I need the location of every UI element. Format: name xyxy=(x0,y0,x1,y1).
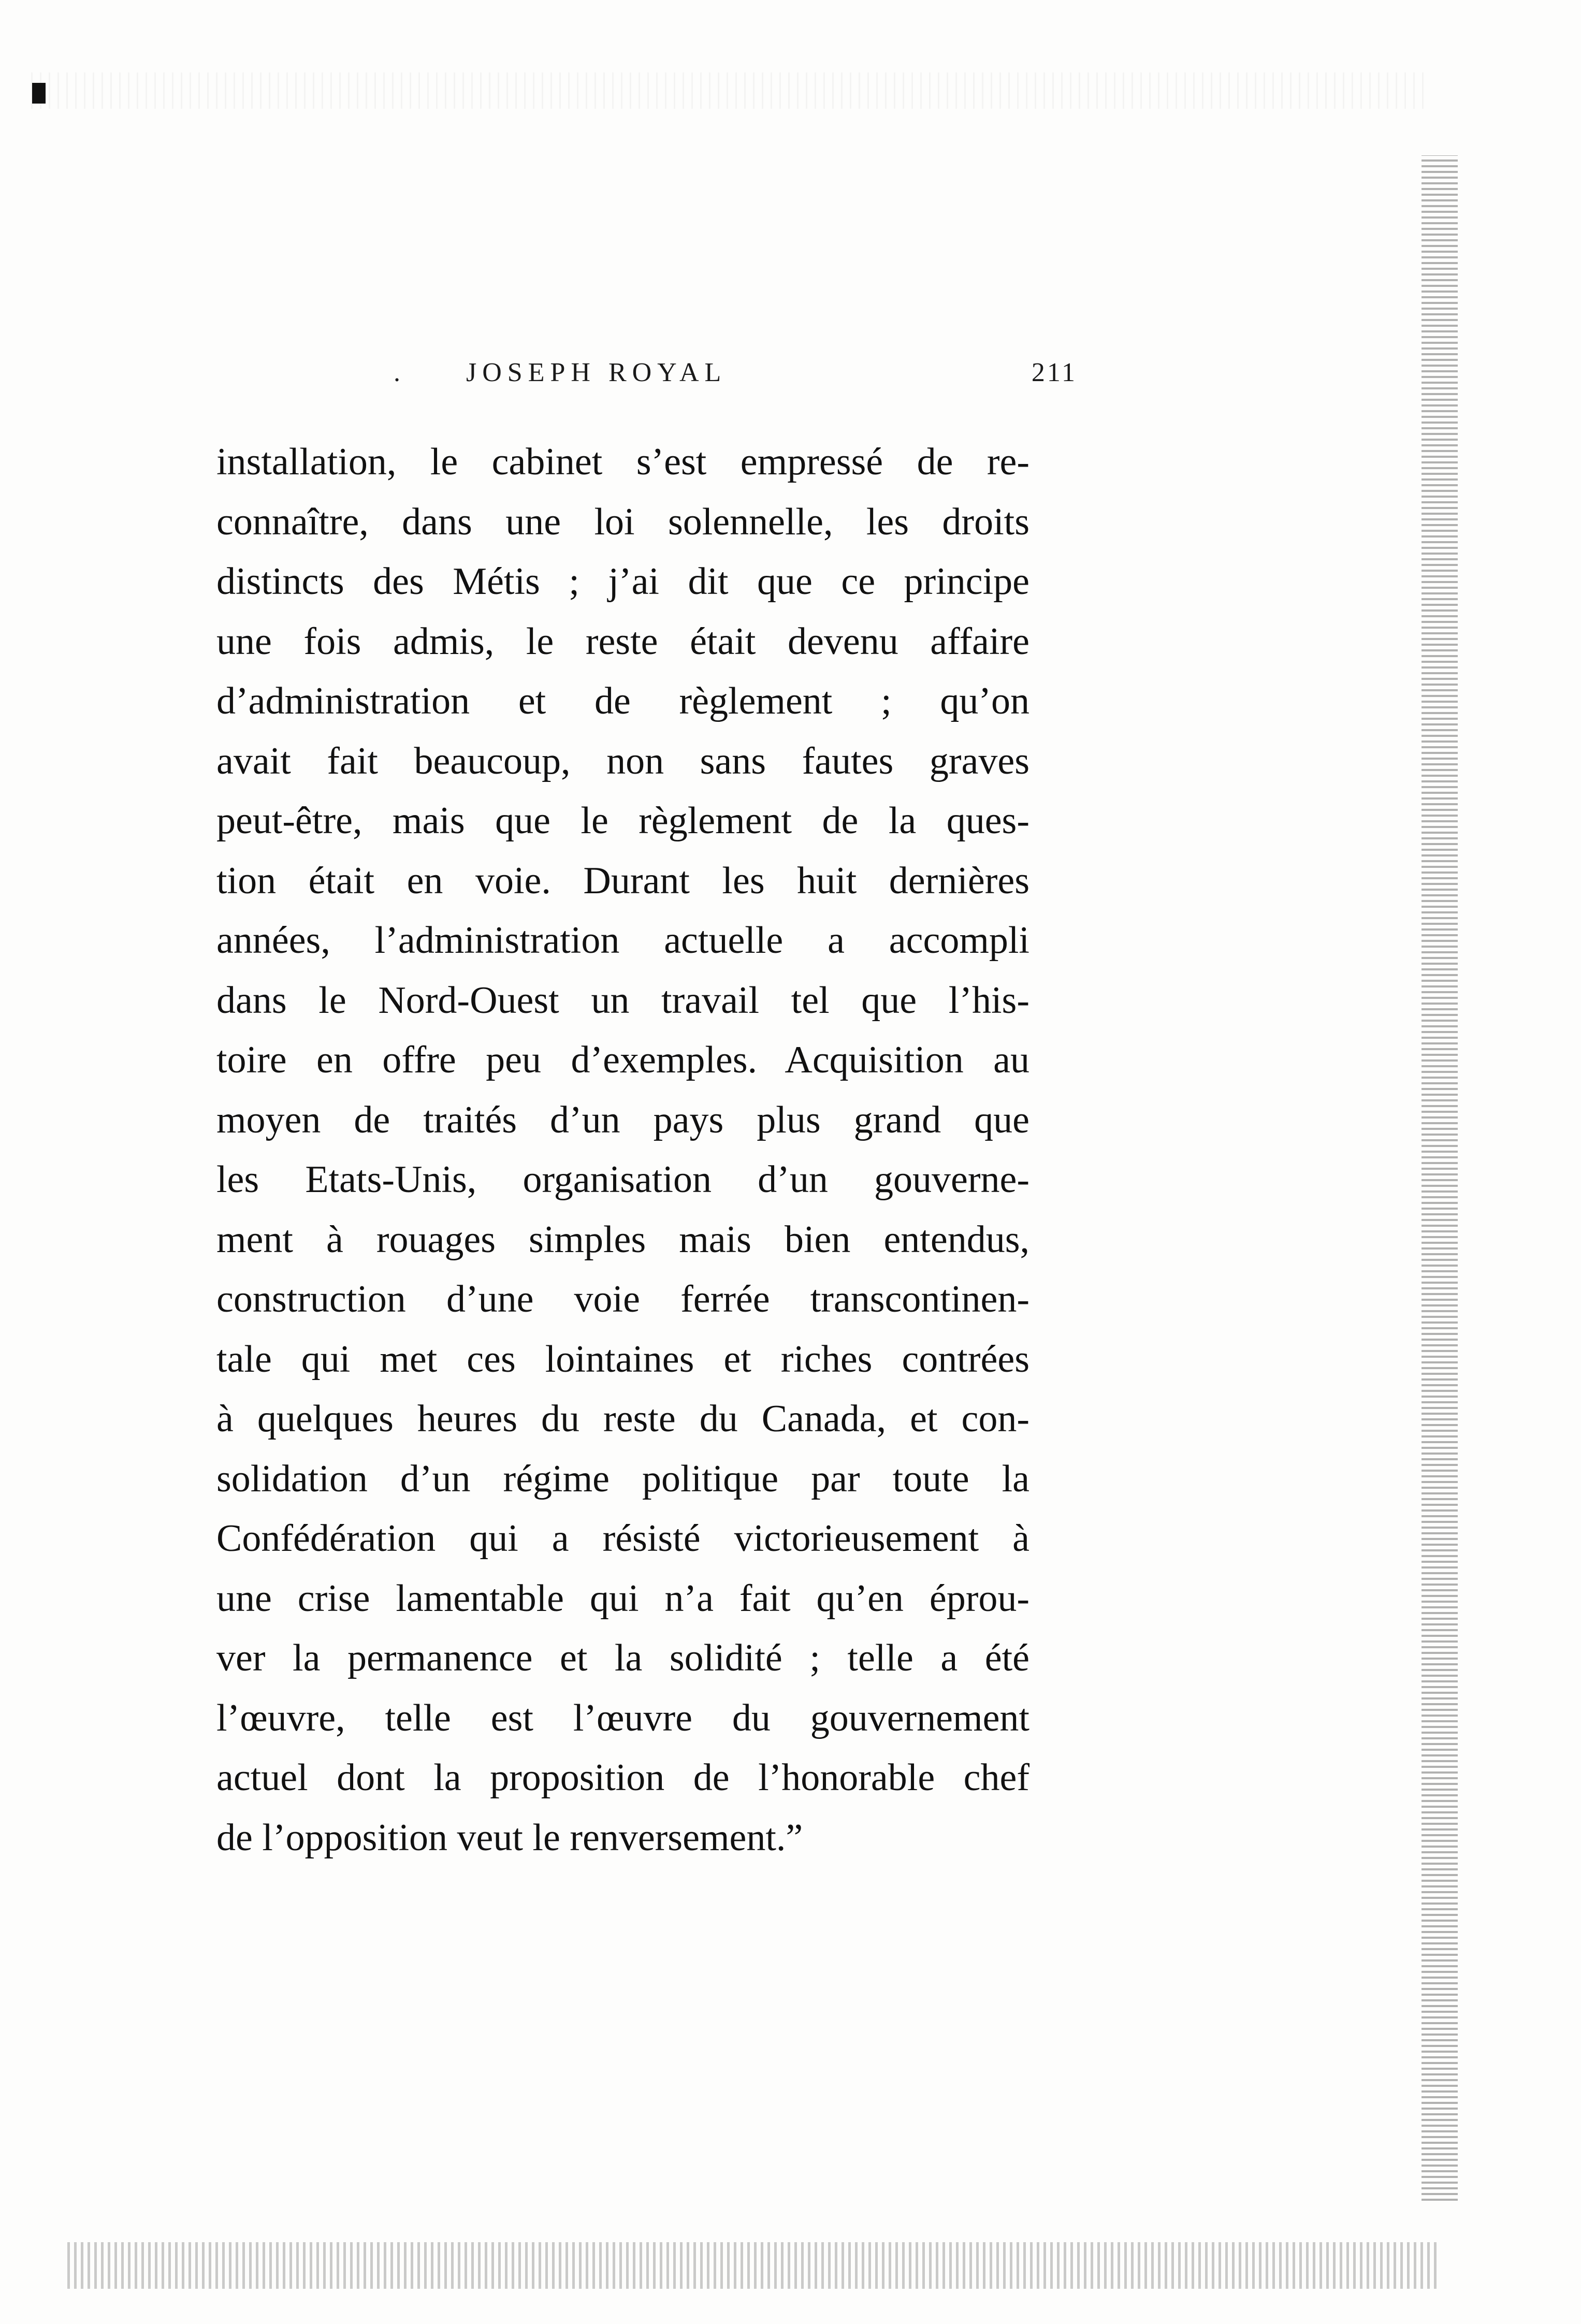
text-line: les Etats-Unis, organisation d’un gouverne- xyxy=(216,1158,1029,1201)
scan-noise-bottom xyxy=(67,2242,1440,2289)
text-line: moyen de traités d’un pays plus grand que xyxy=(216,1098,1029,1141)
text-line: ment à rouages simples mais bien entendus, xyxy=(216,1218,1029,1261)
body-text xyxy=(216,432,1029,1868)
scan-noise-top xyxy=(31,72,1429,109)
text-line: dans le Nord-Ouest un travail tel que l’his- xyxy=(216,979,1029,1022)
text-line: avait fait beaucoup, non sans fautes graves xyxy=(216,739,1029,782)
text-line: Confédération qui a résisté victorieusement à xyxy=(216,1517,1029,1560)
text-line: distincts des Métis ; j’ai dit que ce principe xyxy=(216,560,1029,603)
running-title: JOSEPH ROYAL xyxy=(466,358,727,387)
scan-corner-mark xyxy=(32,83,46,104)
text-line: de l’opposition veut le renversement.” xyxy=(216,1816,803,1859)
text-line: une fois admis, le reste était devenu affaire xyxy=(216,620,1029,663)
text-line: installation, le cabinet s’est empressé de re- xyxy=(216,441,1029,483)
text-line: connaître, dans une loi solennelle, les droits xyxy=(216,500,1029,543)
text-line: une crise lamentable qui n’a fait qu’en éprou- xyxy=(216,1577,1029,1620)
text-line: solidation d’un régime politique par toute la xyxy=(216,1457,1029,1500)
text-line: années, l’administration actuelle a accompli xyxy=(216,919,1029,962)
page-number: 211 xyxy=(1031,358,1077,387)
text-line: actuel dont la proposition de l’honorable chef xyxy=(216,1756,1029,1799)
text-line: l’œuvre, telle est l’œuvre du gouvernement xyxy=(216,1696,1029,1739)
running-head-dot: . xyxy=(394,358,406,387)
scan-noise-right xyxy=(1422,155,1458,2201)
text-line: à quelques heures du reste du Canada, et con- xyxy=(216,1398,1029,1440)
text-line: tion était en voie. Durant les huit dernières xyxy=(216,859,1029,902)
running-head xyxy=(394,357,1077,399)
text-line: construction d’une voie ferrée transcontinen- xyxy=(216,1278,1029,1320)
text-line: peut-être, mais que le règlement de la ques- xyxy=(216,800,1029,842)
text-line: toire en offre peu d’exemples. Acquisition au xyxy=(216,1039,1029,1081)
text-line: ver la permanence et la solidité ; telle a été xyxy=(216,1637,1029,1679)
text-line: d’administration et de règlement ; qu’on xyxy=(216,680,1029,722)
text-line: tale qui met ces lointaines et riches contrées xyxy=(216,1338,1029,1381)
